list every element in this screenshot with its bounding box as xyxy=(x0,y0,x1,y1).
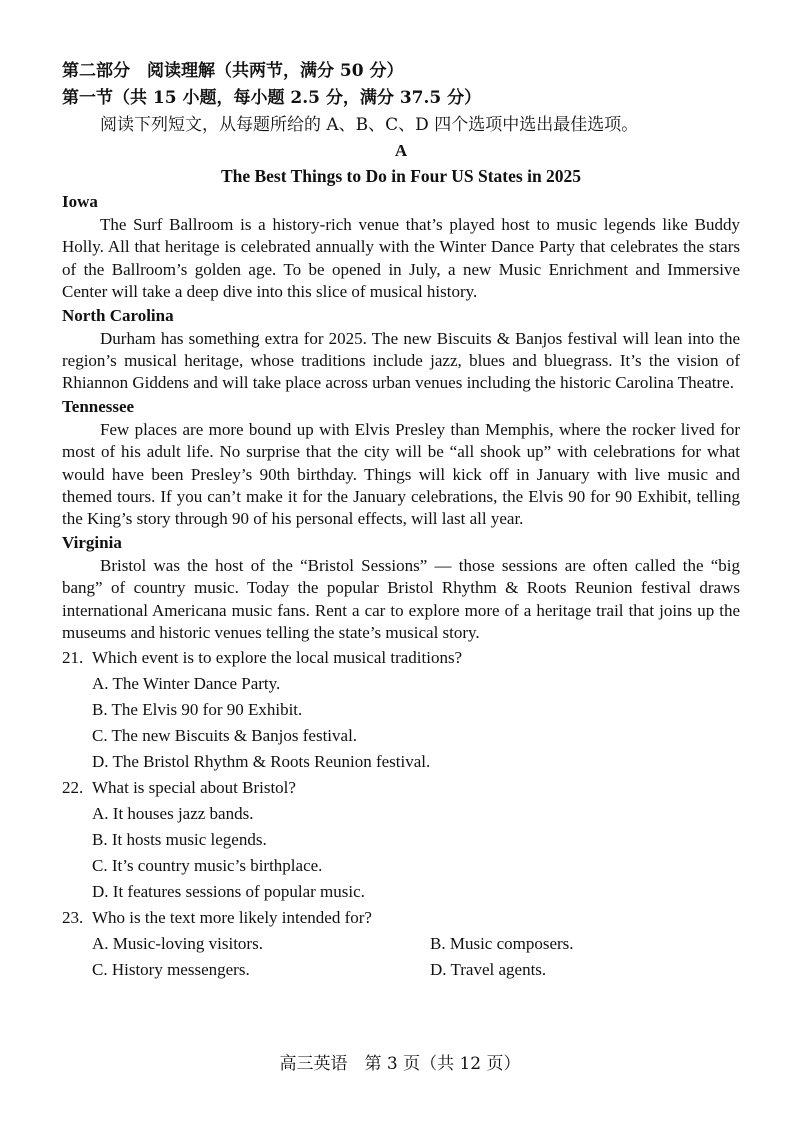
option-b: B. It hosts music legends. xyxy=(92,829,267,849)
question-number: 23. xyxy=(62,907,84,927)
state-heading: Iowa xyxy=(62,192,98,211)
question-21 xyxy=(62,645,740,775)
paragraph: The Surf Ballroom is a history-rich venue that’s played host to music legends like Buddy Holly. All that heritage is celebrated annually with the Winter Dance Party that celebrates the stars of the Ballroom’s golden age. To be opened in July, a new Music Enrichment and Immersive Center will take a deep dive into this slice of musical history. xyxy=(62,215,740,302)
section-north-carolina xyxy=(62,304,740,395)
option-a: A. Music-loving visitors. xyxy=(92,933,263,953)
section-iowa xyxy=(62,190,740,304)
question-number: 21. xyxy=(62,647,84,667)
section-virginia xyxy=(62,531,740,645)
option-d: D. Travel agents. xyxy=(430,959,547,979)
question-stem: Who is the text more likely intended for? xyxy=(92,907,372,927)
question-number: 22. xyxy=(62,777,84,797)
passage-title: The Best Things to Do in Four US States in 2025 xyxy=(220,166,582,186)
paragraph: Bristol was the host of the “Bristol Sessions” — those sessions are often called the “big bang” of country music. Today the popular Bristol Rhythm & Roots Reunion festival draws international Americana music fans. Rent a car to explore more of a heritage trail that joins up the museums and historic venues telling the state’s musical story. xyxy=(62,555,740,643)
option-d: D. It features sessions of popular music. xyxy=(92,881,365,901)
option-b: B. The Elvis 90 for 90 Exhibit. xyxy=(92,699,303,719)
options-grid xyxy=(62,931,740,983)
paragraph: Few places are more bound up with Elvis Presley than Memphis, where the rocker lived for most of his adult life. No surprise that the city will be “all shook up” with celebrations for what would have been Presley’s 90th birthday. Things will kick off in January with live music and themed tours. If you can’t make it for the January celebrations, the Elvis 90 for 90 Exhibit, telling the King’s story through 90 of his personal effects, will last all year. xyxy=(62,419,740,529)
option-b: B. Music composers. xyxy=(430,933,574,953)
exam-page xyxy=(62,58,740,983)
part-title: 第二部分 阅读理解（共两节，满分 50 分） xyxy=(62,61,404,81)
state-heading: Tennessee xyxy=(62,396,135,416)
paragraph: Durham has something extra for 2025. The new Biscuits & Banjos festival will lean into the region’s musical heritage, whose traditions include jazz, blues and bluegrass. It’s the vision of Rhiannon Giddens and will take place across urban venues including the historic Carolina Theatre. xyxy=(62,328,740,393)
question-23 xyxy=(62,905,740,983)
question-stem: Which event is to explore the local musical traditions? xyxy=(92,647,463,667)
passage-letter: A xyxy=(394,141,408,160)
option-d: D. The Bristol Rhythm & Roots Reunion festival. xyxy=(92,751,431,771)
state-heading: Virginia xyxy=(62,532,122,552)
section-title: 第一节（共 15 小题，每小题 2.5 分，满分 37.5 分） xyxy=(62,88,482,108)
section-tennessee xyxy=(62,395,740,531)
option-c: C. The new Biscuits & Banjos festival. xyxy=(92,725,358,745)
page-footer: 高三英语 第 3 页（共 12 页） xyxy=(279,1054,521,1074)
option-c: C. History messengers. xyxy=(92,959,250,979)
state-heading: North Carolina xyxy=(62,305,174,325)
option-c: C. It’s country music’s birthplace. xyxy=(92,855,323,875)
question-stem: What is special about Bristol? xyxy=(92,777,296,797)
option-a: A. It houses jazz bands. xyxy=(92,803,254,823)
option-a: A. The Winter Dance Party. xyxy=(92,673,281,693)
question-22 xyxy=(62,775,740,905)
instructions: 阅读下列短文，从每题所给的 A、B、C、D 四个选项中选出最佳选项。 xyxy=(100,115,639,135)
